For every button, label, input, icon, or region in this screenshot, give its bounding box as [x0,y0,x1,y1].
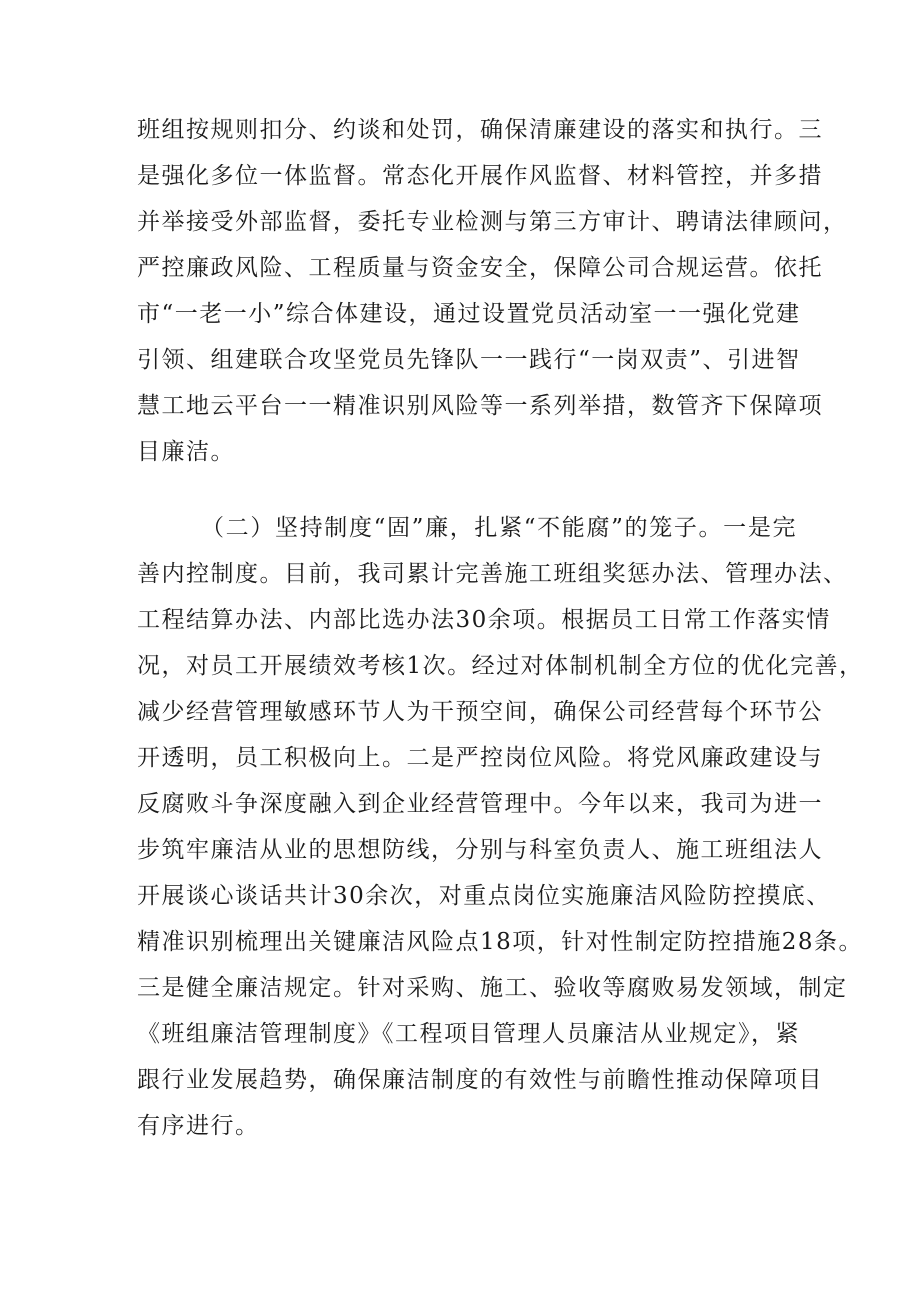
text-line: 精准识别梳理出关键廉洁风险点18项，针对性制定防控措施28条。 [137,929,864,955]
text-line: 减少经营管理敏感环节人为干预空间，确保公司经营每个环节公 [137,699,823,725]
text-line: 《班组廉洁管理制度》《工程项目管理人员廉洁从业规定》，紧 [137,1021,800,1047]
text-line: 步筑牢廉洁从业的思想防线，分别与科室负责人、施工班组法人 [137,837,823,863]
paragraph-heading-line: （二）坚持制度“固”廉，扎紧“不能腐”的笼子。一是完 [201,515,797,541]
paragraph-2 [137,505,864,1149]
text-line: 工程结算办法、内部比选办法30余项。根据员工日常工作落实情 [137,607,831,633]
text-line: 严控廉政风险、工程质量与资金安全，保障公司合规运营。依托 [137,255,823,281]
text-line: 引领、组建联合攻坚党员先锋队一一践行“一岗双责”、引进智 [137,347,801,373]
text-line: 开展谈心谈话共计30余次，对重点岗位实施廉洁风险防控摸底、 [137,883,831,909]
text-line: 班组按规则扣分、约谈和处罚，确保清廉建设的落实和执行。三 [137,117,823,143]
text-line: 善内控制度。目前，我司累计完善施工班组奖惩办法、管理办法、 [137,561,848,587]
text-line: 目廉洁。 [137,439,235,465]
text-line: 三是健全廉洁规定。针对采购、施工、验收等腐败易发领域，制定 [137,975,848,1001]
text-line: 有序进行。 [137,1113,260,1139]
text-line: 是强化多位一体监督。常态化开展作风监督、材料管控，并多措 [137,163,823,189]
text-line: 反腐败斗争深度融入到企业经营管理中。今年以来，我司为进一 [137,791,823,817]
text-line: 慧工地云平台一一精准识别风险等一系列举措，数管齐下保障项 [137,393,823,419]
paragraph-1 [137,107,848,475]
text-line: 开透明，员工积极向上。二是严控岗位风险。将党风廉政建设与 [137,745,823,771]
text-line: 况，对员工开展绩效考核1次。经过对体制机制全方位的优化完善， [137,653,864,679]
text-line: 市“一老一小”综合体建设，通过设置党员活动室一一强化党建 [137,301,801,327]
text-line: 跟行业发展趋势，确保廉洁制度的有效性与前瞻性推动保障项目 [137,1067,823,1093]
text-line: 并举接受外部监督，委托专业检测与第三方审计、聘请法律顾问， [137,209,848,235]
